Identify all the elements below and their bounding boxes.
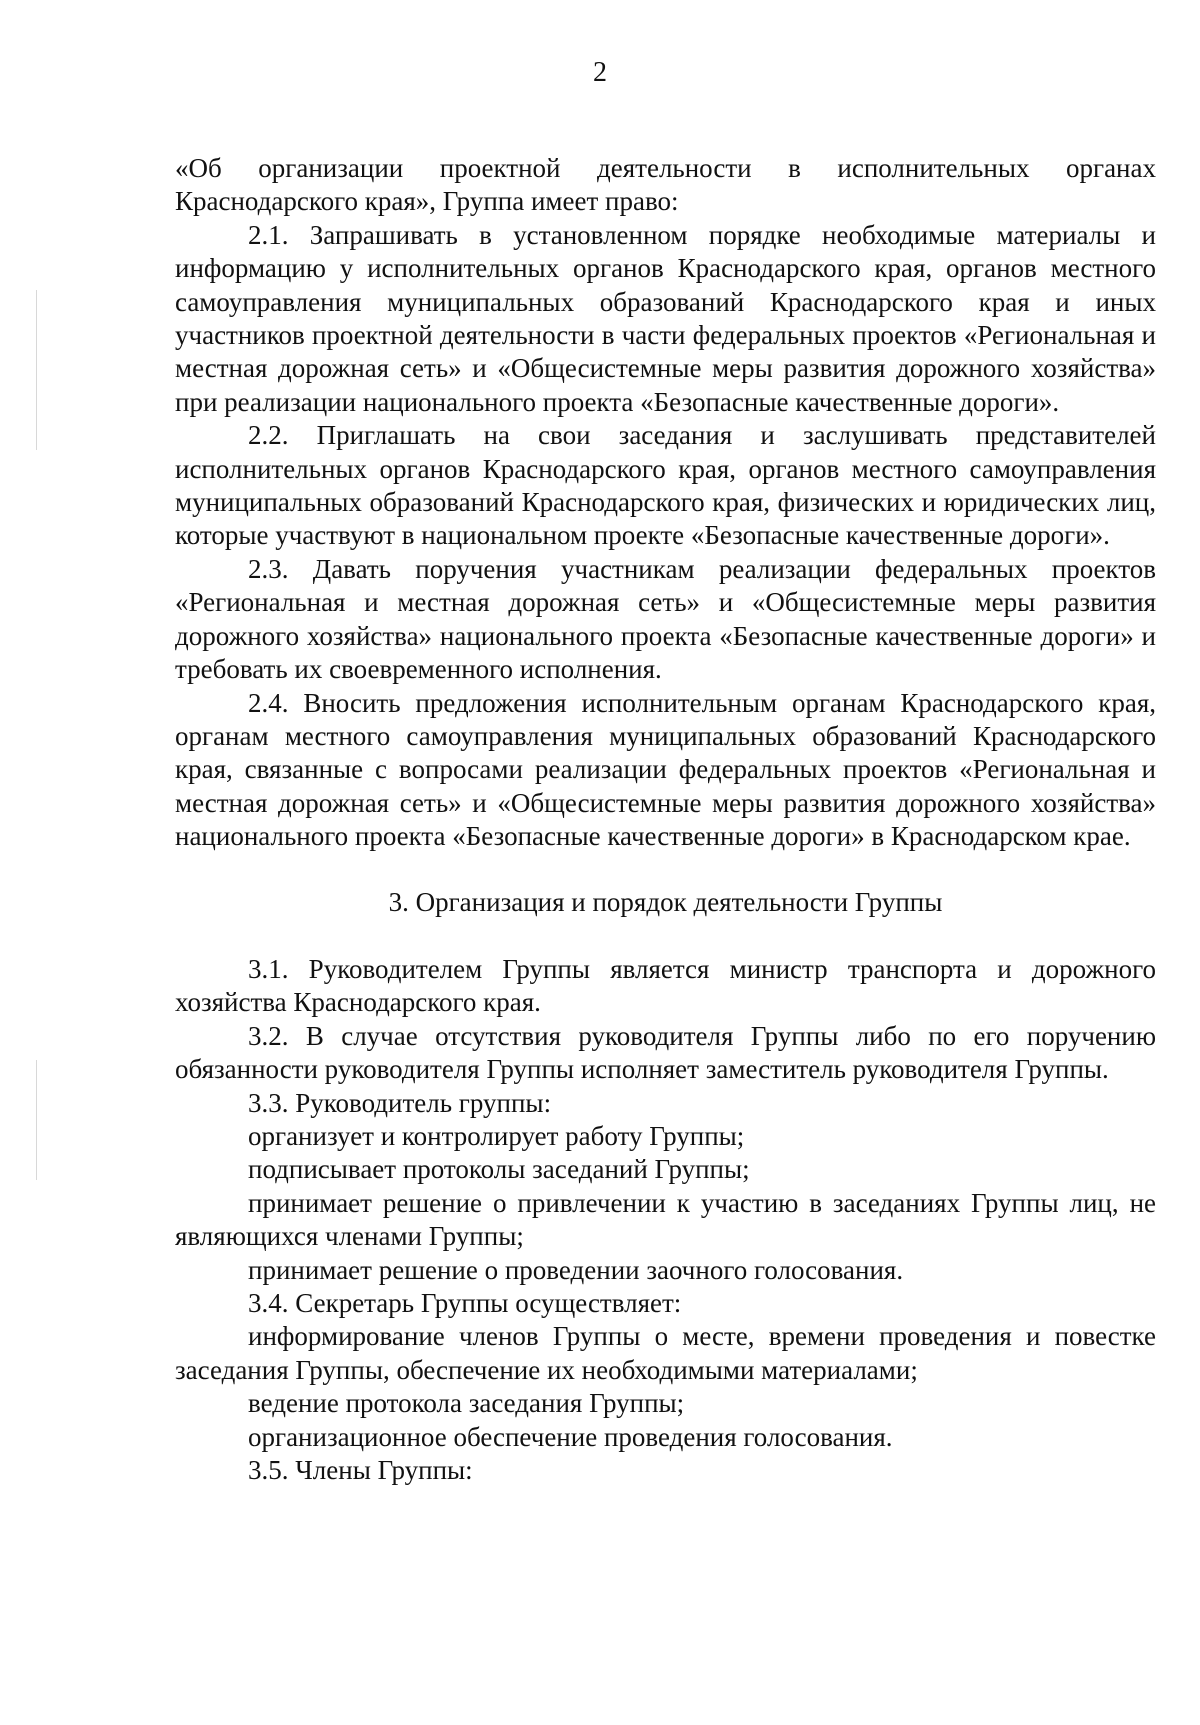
paragraph-intro: «Об организации проектной деятельности в исполнительных органах Краснодарского края», Группа имеет право: [175, 153, 1156, 217]
paragraph-2-1: 2.1. Запрашивать в установленном порядке необходимые материалы и информацию у исполнительных органов Краснодарского края, органов местного самоуправления муниципальных образований Краснодарского края и иных участников проектной деятельности в части федеральных проектов «Региональная и местная дорожная сеть» и «Общесистемные меры развития дорожного хозяйства» при реализации национального проекта «Безопасные качественные дороги». [175, 219, 1156, 417]
paragraph-3-5: 3.5. Члены Группы: [248, 1455, 473, 1486]
paragraph-2-4: 2.4. Вносить предложения исполнительным органам Краснодарского края, органам местного самоуправления муниципальных образований Краснодарского края, связанные с вопросами реализации федеральных проектов «Региональная и местная дорожная сеть» и «Общесистемные меры развития дорожного хозяйства» национального проекта «Безопасные качественные дороги» в Краснодарском крае. [175, 687, 1156, 852]
list-item-3-3-b: подписывает протоколы заседаний Группы; [248, 1154, 750, 1185]
scan-edge-mark [36, 1060, 37, 1180]
paragraph-2-2: 2.2. Приглашать на свои заседания и заслушивать представителей исполнительных органов Краснодарского края, органов местного самоуправления муниципальных образований Краснодарского края, физических и юридических лиц, которые участвуют в национальном проекте «Безопасные качественные дороги». [175, 420, 1156, 551]
list-item-3-3-d: принимает решение о проведении заочного голосования. [248, 1254, 904, 1285]
list-item-3-3-c: принимает решение о привлечении к участию в заседаниях Группы лиц, не являющихся членами Группы; [175, 1187, 1156, 1252]
paragraph-3-4: 3.4. Секретарь Группы осуществляет: [248, 1288, 682, 1318]
paragraph-3-1: 3.1. Руководителем Группы является министр транспорта и дорожного хозяйства Краснодарского края. [175, 953, 1156, 1018]
document-body [175, 152, 1156, 1487]
page-number: 2 [593, 57, 607, 88]
list-item-3-4-b: ведение протокола заседания Группы; [248, 1388, 685, 1419]
paragraph-2-3: 2.3. Давать поручения участникам реализации федеральных проектов «Региональная и местная дорожная сеть» и «Общесистемные меры развития дорожного хозяйства» национального проекта «Безопасные качественные дороги» и требовать их своевременного исполнения. [175, 553, 1156, 685]
list-item-3-3-a: организует и контролирует работу Группы; [248, 1120, 745, 1151]
paragraph-3-2: 3.2. В случае отсутствия руководителя Группы либо по его поручению обязанности руководителя Группы исполняет заместитель руководителя Группы. [175, 1020, 1156, 1085]
list-item-3-4-a: информирование членов Группы о месте, времени проведения и повестке заседания Группы, обеспечение их необходимыми материалами; [175, 1321, 1156, 1385]
list-item-3-4-c: организационное обеспечение проведения голосования. [248, 1421, 893, 1452]
paragraph-3-3: 3.3. Руководитель группы: [248, 1087, 552, 1118]
section-heading-3: 3. Организация и порядок деятельности Группы [388, 886, 943, 917]
scan-edge-mark [36, 290, 37, 450]
